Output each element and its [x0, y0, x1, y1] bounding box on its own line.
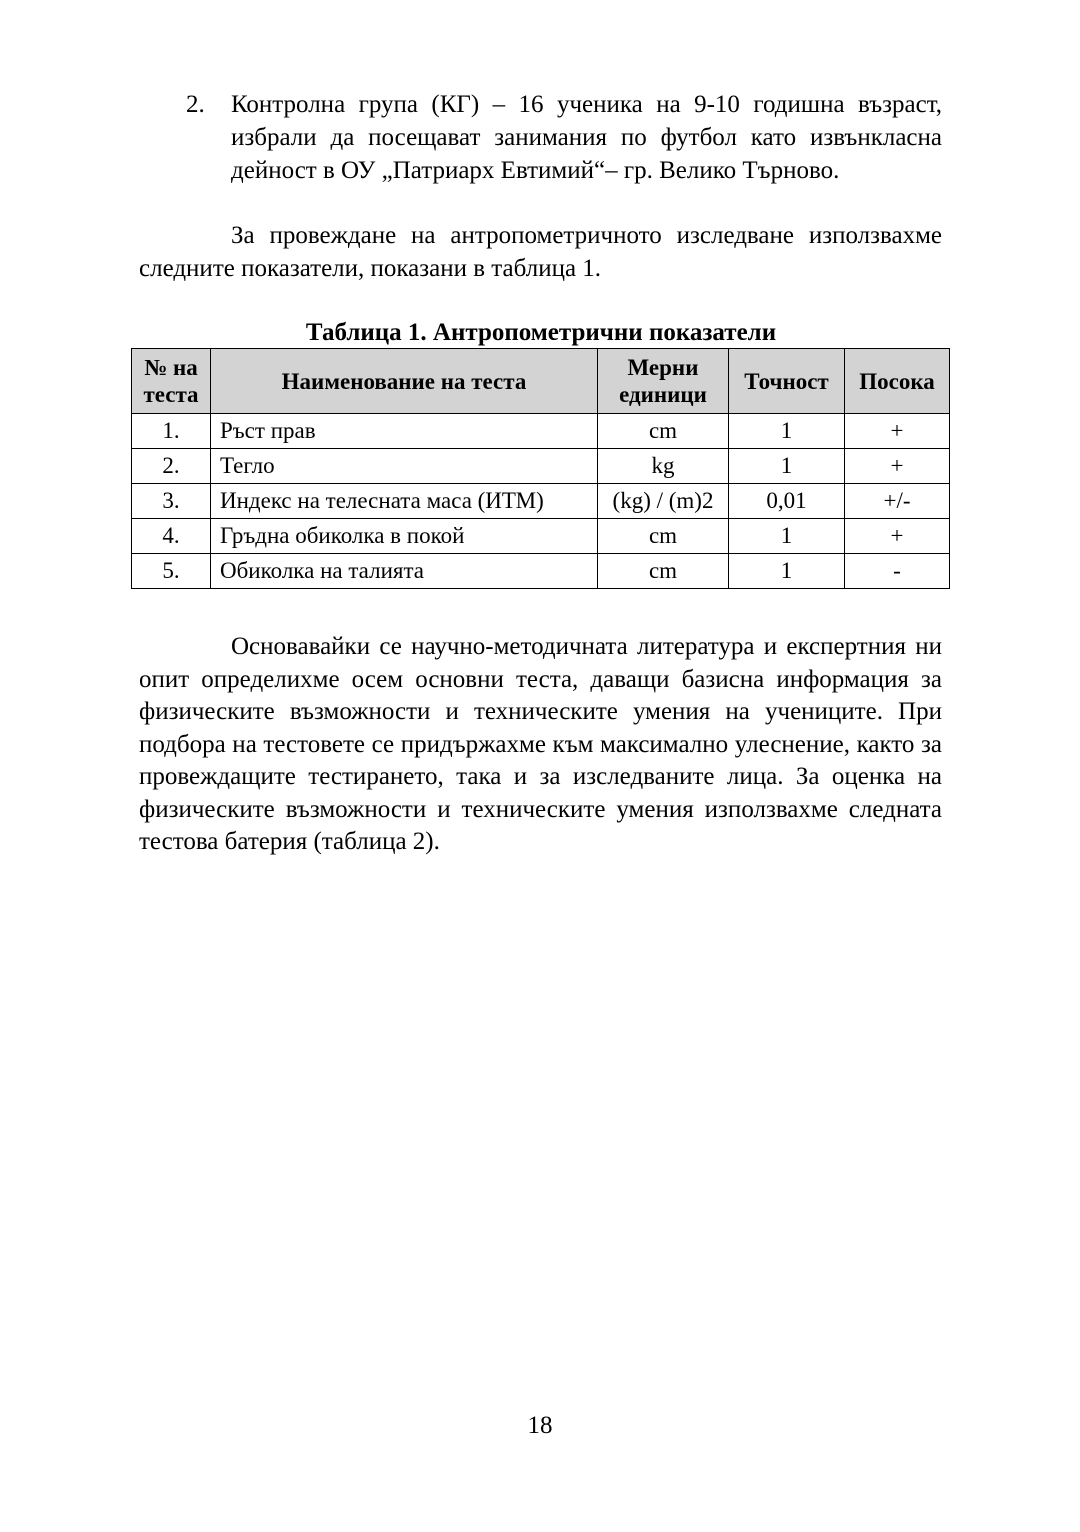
cell-direction: +	[845, 449, 950, 484]
header-test-name: Наименование на теста	[211, 349, 598, 414]
paragraph-intro-table: За провеждане на антропометричното изследване използвахме следните показатели, показани в таблица 1.	[139, 222, 942, 282]
list-item-text: Контролна група (КГ) – 16 ученика на 9-10 годишна възраст, избрали да посещават занимания по футбол като извънкласна дейност в ОУ „Патриарх Евтимий“– гр. Велико Търново.	[231, 91, 942, 184]
table-row	[132, 484, 950, 519]
cell-direction: +/-	[845, 484, 950, 519]
cell-name: Гръдна обиколка в покой	[211, 519, 598, 554]
header-units: Мерни единици	[598, 349, 729, 414]
cell-accuracy: 1	[729, 554, 845, 589]
cell-name: Индекс на телесната маса (ИТМ)	[211, 484, 598, 519]
anthropometric-table	[131, 348, 950, 589]
cell-accuracy: 0,01	[729, 484, 845, 519]
cell-num: 2.	[132, 449, 211, 484]
cell-num: 1.	[132, 414, 211, 449]
cell-unit: cm	[598, 414, 729, 449]
table-row	[132, 449, 950, 484]
header-accuracy: Точност	[729, 349, 845, 414]
page-number: 18	[527, 1412, 553, 1439]
table-caption: Таблица 1. Антропометрични показатели	[305, 319, 777, 346]
table-row	[132, 554, 950, 589]
cell-direction: -	[845, 554, 950, 589]
cell-num: 5.	[132, 554, 211, 589]
cell-direction: +	[845, 519, 950, 554]
list-item-number: 2.	[186, 91, 205, 118]
cell-num: 3.	[132, 484, 211, 519]
cell-unit: cm	[598, 519, 729, 554]
cell-accuracy: 1	[729, 519, 845, 554]
cell-num: 4.	[132, 519, 211, 554]
cell-name: Обиколка на талията	[211, 554, 598, 589]
cell-name: Тегло	[211, 449, 598, 484]
header-test-number: № на теста	[132, 349, 211, 414]
cell-direction: +	[845, 414, 950, 449]
cell-unit: cm	[598, 554, 729, 589]
cell-unit: (kg) / (m)2	[598, 484, 729, 519]
table-header-row	[132, 349, 950, 414]
paragraph-test-battery: Основавайки се научно-методичната литература и експертния ни опит определихме осем основни теста, даващи базисна информация за физическите възможности и техническите умения на учениците. При подбора на тестовете се придържахме към максимално улеснение, както за провеждащите тестирането, така и за изследваните лица. За оценка на физическите възможности и техническите умения използвахме следната тестова батерия (таблица 2).	[139, 633, 942, 855]
cell-unit: kg	[598, 449, 729, 484]
cell-name: Ръст прав	[211, 414, 598, 449]
table-row	[132, 519, 950, 554]
header-direction: Посока	[845, 349, 950, 414]
cell-accuracy: 1	[729, 449, 845, 484]
table-row	[132, 414, 950, 449]
cell-accuracy: 1	[729, 414, 845, 449]
